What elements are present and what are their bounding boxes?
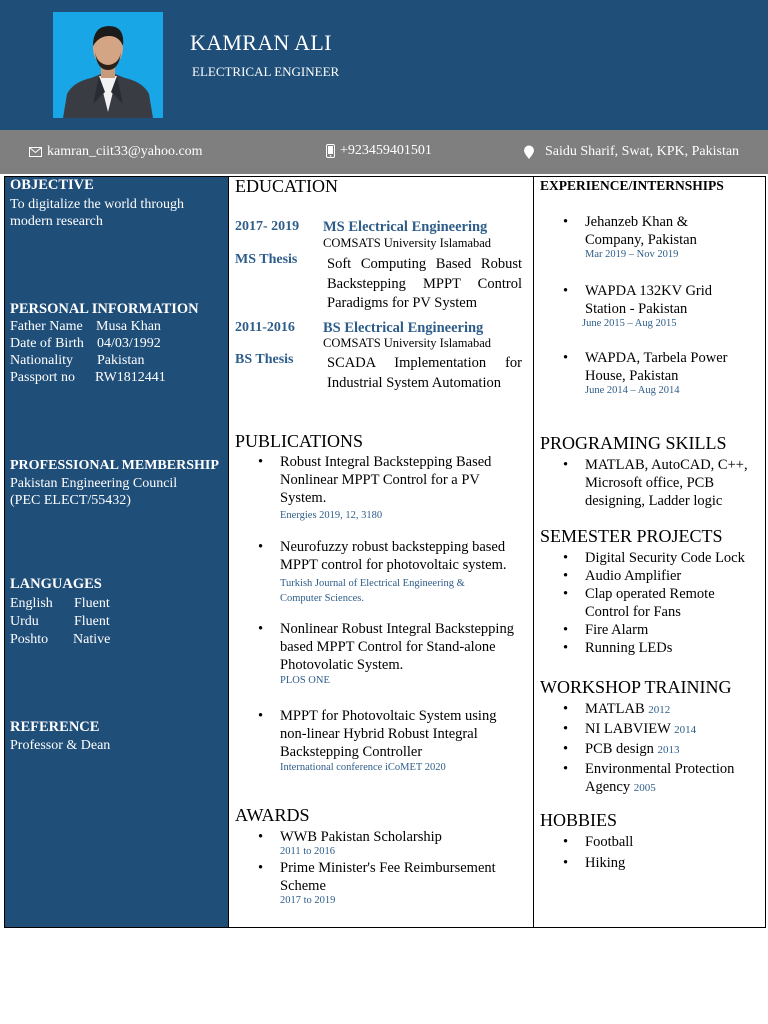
contact-bar xyxy=(0,130,768,174)
workshop-item: • PCB design 2013 xyxy=(563,741,680,757)
membership-text-1: Pakistan Engineering Council xyxy=(10,476,178,491)
bs-degree: BS Electrical Engineering xyxy=(323,320,484,336)
bullet: • xyxy=(258,829,264,845)
candidate-name: KAMRAN ALI xyxy=(190,30,332,55)
skills-heading: PROGRAMING SKILLS xyxy=(540,433,727,453)
publication-line: MPPT control for photovoltaic system. xyxy=(280,557,507,573)
publication-line: Nonlinear Robust Integral Backstepping xyxy=(280,621,514,637)
projects-list xyxy=(563,549,765,657)
publication-venue: Energies 2019, 12, 3180 xyxy=(280,510,383,521)
bullet: • xyxy=(258,708,264,724)
experience-line: House, Pakistan xyxy=(585,368,679,384)
language-row: Urdu Fluent xyxy=(10,614,110,629)
awards-heading: AWARDS xyxy=(235,805,310,825)
bullet: • xyxy=(563,214,569,230)
resume-header xyxy=(0,0,768,130)
experience-line: Company, Pakistan xyxy=(585,232,697,248)
left-sidebar xyxy=(5,177,228,927)
location-pin-icon xyxy=(523,145,535,160)
projects-heading: SEMESTER PROJECTS xyxy=(540,526,723,546)
award-item xyxy=(258,859,530,906)
experience-date: June 2014 – Aug 2014 xyxy=(585,385,680,396)
bullet: • xyxy=(563,457,569,473)
profile-photo-image xyxy=(53,12,163,118)
reference-heading: REFERENCE xyxy=(10,719,100,735)
workshops-heading: WORKSHOP TRAINING xyxy=(540,677,732,697)
bs-thesis-title: SCADA Implementation for Industrial System Automation xyxy=(327,355,522,391)
languages-heading: LANGUAGES xyxy=(10,576,102,592)
publication-line: Nonlinear MPPT Control for a PV xyxy=(280,472,480,488)
personal-row: Nationality Pakistan xyxy=(10,353,145,368)
publication-item xyxy=(258,453,530,521)
publication-line: based MPPT Control for Stand-alone xyxy=(280,639,496,655)
education-heading: EDUCATION xyxy=(235,176,338,196)
reference-text: Professor & Dean xyxy=(10,738,111,753)
publication-venue: International conference iCoMET 2020 xyxy=(280,762,446,773)
personal-row: Passport no RW1812441 xyxy=(10,370,166,385)
project-item: • Digital Security Code Lock xyxy=(563,550,745,566)
objective-text-2: modern research xyxy=(10,214,103,229)
publication-line: non-linear Hybrid Robust Integral xyxy=(280,726,478,742)
bullet: • xyxy=(258,860,264,876)
language-row: Poshto Native xyxy=(10,632,111,647)
publication-line: System. xyxy=(280,490,327,506)
objective-heading: OBJECTIVE xyxy=(10,177,94,193)
skills-item xyxy=(563,456,765,510)
project-item: • Clap operated Remote Control for Fans xyxy=(563,586,715,620)
membership-text-2: (PEC ELECT/55432) xyxy=(10,493,131,508)
award-name: Scheme xyxy=(280,878,326,894)
publication-line: Neurofuzzy robust backstepping based xyxy=(280,539,506,555)
bullet: • xyxy=(258,454,264,470)
personal-info-list xyxy=(10,318,166,386)
award-date: 2017 to 2019 xyxy=(280,895,336,906)
publication-item xyxy=(258,707,530,773)
ms-years: 2017- 2019 xyxy=(235,219,300,234)
experience-item xyxy=(563,282,765,329)
experience-item xyxy=(563,213,765,260)
phone-text: +923459401501 xyxy=(340,143,432,158)
publication-line: Robust Integral Backstepping Based xyxy=(280,454,492,470)
project-item: • Running LEDs xyxy=(563,640,673,656)
workshop-item: • Environmental Protection Agency 2005 xyxy=(563,761,735,795)
award-item xyxy=(258,828,530,857)
ms-thesis-title: Soft Computing Based Robust Backstepping MPPT Control Paradigms for PV System xyxy=(327,256,522,311)
envelope-icon xyxy=(29,147,42,157)
bullet: • xyxy=(563,283,569,299)
publications-heading: PUBLICATIONS xyxy=(235,431,364,451)
skills-line: MATLAB, AutoCAD, C++, xyxy=(585,457,748,473)
experience-line: Jehanzeb Khan & xyxy=(585,214,689,230)
bs-thesis-label: BS Thesis xyxy=(235,352,294,367)
workshop-item: • MATLAB 2012 xyxy=(563,701,671,717)
experience-line: WAPDA, Tarbela Power xyxy=(585,350,728,366)
experience-line: WAPDA 132KV Grid xyxy=(585,283,713,299)
experience-line: Station - Pakistan xyxy=(585,301,688,317)
personal-row: Father Name Musa Khan xyxy=(10,319,161,334)
experience-heading: EXPERIENCE/INTERNSHIPS xyxy=(540,178,724,193)
hobbies-list xyxy=(563,833,765,872)
publication-venue: Computer Sciences. xyxy=(280,593,364,604)
publication-item xyxy=(258,538,530,606)
bullet: • xyxy=(258,539,264,555)
personal-info-heading: PERSONAL INFORMATION xyxy=(10,301,199,317)
language-row: English Fluent xyxy=(10,596,110,611)
bullet: • xyxy=(563,350,569,366)
project-item: • Fire Alarm xyxy=(563,622,649,638)
publication-line: Backstepping Controller xyxy=(280,744,423,760)
hobbies-heading: HOBBIES xyxy=(540,810,618,830)
experience-date: Mar 2019 – Nov 2019 xyxy=(585,249,679,260)
bs-years: 2011-2016 xyxy=(235,320,295,335)
project-item: • Audio Amplifier xyxy=(563,568,682,584)
ms-thesis-label: MS Thesis xyxy=(235,252,298,267)
experience-date: June 2015 – Aug 2015 xyxy=(582,318,677,329)
candidate-title: ELECTRICAL ENGINEER xyxy=(192,64,340,79)
contact-email[interactable] xyxy=(29,144,203,160)
publication-line: MPPT for Photovoltaic System using xyxy=(280,708,497,724)
skills-line: designing, Ladder logic xyxy=(585,493,723,509)
publication-venue: Turkish Journal of Electrical Engineering & xyxy=(280,578,465,589)
objective-text-1: To digitalize the world through xyxy=(10,197,184,212)
publication-item xyxy=(258,620,530,686)
ms-degree: MS Electrical Engineering xyxy=(323,219,488,235)
phone-icon xyxy=(326,144,335,158)
publication-line: Photovolatic System. xyxy=(280,657,404,673)
ms-university: COMSATS University Islamabad xyxy=(323,236,492,250)
publication-venue: PLOS ONE xyxy=(280,675,330,686)
languages-list xyxy=(10,595,110,649)
award-date: 2011 to 2016 xyxy=(280,846,336,857)
membership-heading: PROFESSIONAL MEMBERSHIP xyxy=(10,458,219,473)
hobby-item: • Hiking xyxy=(563,855,626,871)
award-name: Prime Minister's Fee Reimbursement xyxy=(280,860,496,876)
bullet: • xyxy=(258,621,264,637)
bs-university: COMSATS University Islamabad xyxy=(323,336,492,350)
contact-phone[interactable] xyxy=(326,143,432,159)
address-text: Saidu Sharif, Swat, KPK, Pakistan xyxy=(545,144,740,159)
experience-item xyxy=(563,349,765,396)
profile-photo xyxy=(53,12,163,118)
contact-address xyxy=(523,144,739,160)
hobby-item: • Football xyxy=(563,834,634,850)
column-divider-right xyxy=(533,177,534,927)
award-name: WWB Pakistan Scholarship xyxy=(280,829,442,845)
workshops-list xyxy=(563,700,765,797)
email-text: kamran_ciit33@yahoo.com xyxy=(47,144,203,159)
column-divider-left xyxy=(228,177,229,927)
personal-row: Date of Birth 04/03/1992 xyxy=(10,336,161,351)
workshop-item: • NI LABVIEW 2014 xyxy=(563,721,697,737)
skills-line: Microsoft office, PCB xyxy=(585,475,715,491)
